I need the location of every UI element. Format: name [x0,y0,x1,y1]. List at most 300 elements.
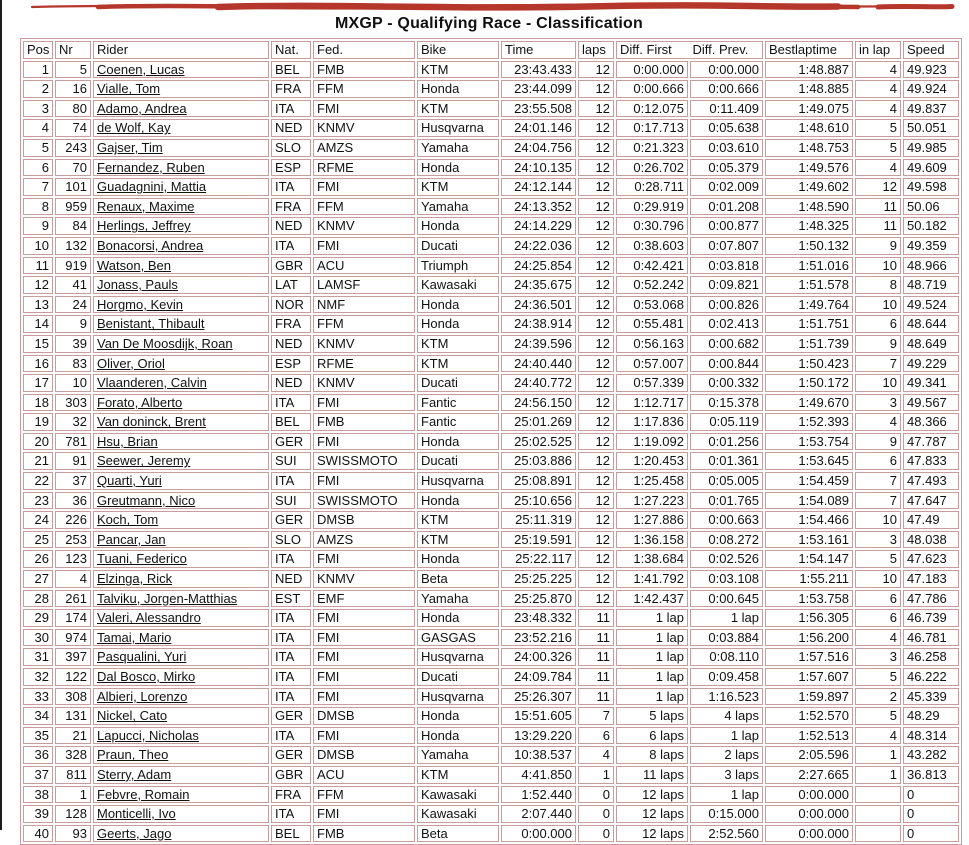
col-header-fed: Fed. [313,41,415,59]
cell-rider [93,315,269,333]
cell-nr: 781 [55,433,91,451]
cell-nr: 101 [55,178,91,196]
cell-nat: ITA [271,178,311,196]
cell-bestlaptime: 0:00.000 [765,786,853,804]
cell-bike: KTM [417,531,499,549]
cell-in-lap: 5 [855,707,901,725]
cell-laps: 12 [578,276,614,294]
rider-link[interactable]: Herlings, Jeffrey [97,218,191,234]
rider-link[interactable]: Watson, Ben [97,257,171,273]
cell-time: 23:44.099 [501,80,576,98]
rider-link[interactable]: Tamai, Mario [97,629,172,645]
cell-bestlaptime: 1:49.764 [765,296,853,314]
cell-speed: 47.623 [903,550,959,568]
cell-speed: 49.567 [903,394,959,412]
cell-laps: 12 [578,531,614,549]
cell-rider [93,335,269,353]
cell-time: 25:02.525 [501,433,576,451]
cell-time: 24:56.150 [501,394,576,412]
cell-fed: KNMV [313,374,415,392]
rider-link[interactable]: Seewer, Jeremy [97,453,191,469]
cell-pos: 23 [23,492,53,510]
rider-link[interactable]: Gajser, Tim [97,139,163,155]
cell-pos: 8 [23,198,53,216]
cell-bike: Yamaha [417,590,499,608]
cell-diff-prev: 0:01.208 [690,198,763,216]
cell-fed: FMI [313,609,415,627]
cell-bike: Ducati [417,237,499,255]
cell-nr: 308 [55,688,91,706]
cell-diff-prev: 3 laps [690,766,763,784]
cell-fed: DMSB [313,707,415,725]
cell-nr: 122 [55,668,91,686]
cell-bestlaptime: 1:56.200 [765,629,853,647]
table-row [23,609,959,627]
cell-in-lap: 6 [855,315,901,333]
cell-in-lap: 7 [855,472,901,490]
cell-diff-first: 1:25.458 [616,472,688,490]
cell-speed: 46.222 [903,668,959,686]
cell-laps: 12 [578,80,614,98]
table-row [23,237,959,255]
rider-link[interactable]: Jonass, Pauls [97,277,178,293]
cell-time: 25:19.591 [501,531,576,549]
cell-diff-prev: 2 laps [690,746,763,764]
cell-in-lap: 3 [855,531,901,549]
cell-nr: 253 [55,531,91,549]
cell-nr: 243 [55,139,91,157]
cell-time: 23:55.508 [501,100,576,118]
cell-nr: 41 [55,276,91,294]
cell-in-lap: 6 [855,609,901,627]
rider-link[interactable]: Greutmann, Nico [97,492,196,508]
rider-link[interactable]: Quarti, Yuri [97,473,162,489]
cell-pos: 10 [23,237,53,255]
cell-in-lap: 5 [855,139,901,157]
table-row [23,570,959,588]
cell-bike: GASGAS [417,629,499,647]
rider-link[interactable]: Monticelli, Ivo [97,806,176,822]
cell-fed: RFME [313,355,415,373]
cell-pos: 22 [23,472,53,490]
rider-link[interactable]: Tuani, Federico [97,551,187,567]
cell-diff-prev: 0:00.826 [690,296,763,314]
cell-nr: 226 [55,511,91,529]
cell-bike: KTM [417,100,499,118]
cell-nr: 974 [55,629,91,647]
cell-diff-prev: 0:15.378 [690,394,763,412]
cell-laps: 12 [578,492,614,510]
cell-fed: FMI [313,100,415,118]
cell-speed: 47.183 [903,570,959,588]
cell-laps: 12 [578,433,614,451]
cell-bestlaptime: 1:48.590 [765,198,853,216]
cell-bike: Honda [417,315,499,333]
cell-laps: 12 [578,511,614,529]
cell-time: 24:39.596 [501,335,576,353]
cell-diff-first: 1:19.092 [616,433,688,451]
rider-link[interactable]: Lapucci, Nicholas [97,727,199,743]
cell-time: 24:13.352 [501,198,576,216]
cell-nr: 10 [55,374,91,392]
cell-pos: 6 [23,159,53,177]
rider-link[interactable]: Fernandez, Ruben [97,159,205,175]
cell-time: 24:40.772 [501,374,576,392]
cell-speed: 49.341 [903,374,959,392]
rider-link[interactable]: Vialle, Tom [97,81,161,97]
cell-bestlaptime: 1:51.739 [765,335,853,353]
cell-rider [93,570,269,588]
cell-rider [93,609,269,627]
cell-bestlaptime: 0:00.000 [765,825,853,843]
cell-bike: Ducati [417,668,499,686]
table-row [23,139,959,157]
cell-pos: 7 [23,178,53,196]
cell-nat: ITA [271,472,311,490]
cell-in-lap: 4 [855,629,901,647]
table-row [23,746,959,764]
rider-link[interactable]: Valeri, Alessandro [97,610,201,626]
cell-bestlaptime: 1:54.147 [765,550,853,568]
cell-pos: 27 [23,570,53,588]
cell-bike: KTM [417,511,499,529]
rider-link[interactable]: Bonacorsi, Andrea [97,237,204,253]
cell-pos: 13 [23,296,53,314]
cell-bike: Honda [417,609,499,627]
rider-link[interactable]: Geerts, Jago [97,825,172,841]
cell-laps: 0 [578,786,614,804]
cell-speed: 49.609 [903,159,959,177]
rider-link[interactable]: Sterry, Adam [97,766,172,782]
cell-bestlaptime: 1:48.887 [765,61,853,79]
cell-diff-prev: 0:08.110 [690,648,763,666]
cell-nr: 93 [55,825,91,843]
table-row [23,217,959,235]
cell-pos: 40 [23,825,53,843]
cell-diff-prev: 1 lap [690,727,763,745]
cell-fed: ACU [313,766,415,784]
cell-speed: 47.787 [903,433,959,451]
cell-in-lap: 4 [855,727,901,745]
cell-rider [93,511,269,529]
cell-bestlaptime: 1:52.570 [765,707,853,725]
cell-time: 23:43.433 [501,61,576,79]
cell-rider [93,119,269,137]
cell-pos: 39 [23,805,53,823]
cell-rider [93,237,269,255]
cell-pos: 37 [23,766,53,784]
cell-fed: FMB [313,413,415,431]
cell-time: 25:22.117 [501,550,576,568]
col-header-diff-first: Diff. First [620,42,672,57]
rider-link[interactable]: Dal Bosco, Mirko [97,669,196,684]
cell-pos: 28 [23,590,53,608]
cell-laps: 4 [578,746,614,764]
cell-nr: 83 [55,355,91,373]
table-row [23,648,959,666]
cell-pos: 32 [23,668,53,686]
cell-fed: FMI [313,727,415,745]
cell-bestlaptime: 1:48.885 [765,80,853,98]
rider-link[interactable]: Oliver, Oriol [97,355,165,371]
cell-time: 25:25.225 [501,570,576,588]
rider-link[interactable]: Nickel, Cato [97,708,168,724]
cell-fed: FMI [313,668,415,686]
cell-bestlaptime: 2:27.665 [765,766,853,784]
rider-link[interactable]: Renaux, Maxime [97,198,195,214]
cell-nr: 74 [55,119,91,137]
cell-in-lap: 7 [855,492,901,510]
red-marker-stroke-svg [28,0,956,13]
cell-in-lap: 10 [855,257,901,275]
cell-fed: NMF [313,296,415,314]
cell-fed: KNMV [313,119,415,137]
table-row [23,119,959,137]
table-row [23,531,959,549]
cell-nat: GBR [271,766,311,784]
cell-time: 24:25.854 [501,257,576,275]
cell-time: 25:03.886 [501,452,576,470]
cell-bike: Beta [417,570,499,588]
cell-fed: EMF [313,590,415,608]
rider-link[interactable]: Vlaanderen, Calvin [97,375,207,391]
cell-diff-first: 8 laps [616,746,688,764]
cell-nr: 328 [55,746,91,764]
cell-fed: FFM [313,80,415,98]
cell-fed: FMI [313,394,415,412]
cell-time: 24:38.914 [501,315,576,333]
cell-time: 0:00.000 [501,825,576,843]
cell-fed: KNMV [313,570,415,588]
cell-diff-first: 12 laps [616,786,688,804]
cell-speed: 48.649 [903,335,959,353]
red-marker-stroke [28,0,958,13]
cell-nr: 21 [55,727,91,745]
col-header-time: Time [501,41,576,59]
cell-bestlaptime: 1:51.578 [765,276,853,294]
cell-speed: 0 [903,786,959,804]
cell-nat: ITA [271,648,311,666]
cell-diff-prev: 0:00.682 [690,335,763,353]
cell-speed: 47.647 [903,492,959,510]
cell-fed: DMSB [313,746,415,764]
cell-diff-first: 0:42.421 [616,257,688,275]
cell-bike: Yamaha [417,139,499,157]
rider-link[interactable]: de Wolf, Kay [97,120,171,136]
cell-bike: Kawasaki [417,786,499,804]
cell-bike: KTM [417,335,499,353]
cell-pos: 21 [23,452,53,470]
cell-in-lap: 10 [855,511,901,529]
cell-diff-first: 0:55.481 [616,315,688,333]
rider-link[interactable]: Hsu, Brian [97,433,158,449]
cell-fed: FMI [313,550,415,568]
cell-rider [93,688,269,706]
cell-pos: 18 [23,394,53,412]
cell-bike: KTM [417,178,499,196]
cell-diff-first: 0:00.666 [616,80,688,98]
rider-link[interactable]: Febvre, Romain [97,786,190,802]
cell-pos: 31 [23,648,53,666]
cell-bike: Honda [417,492,499,510]
cell-nat: BEL [271,413,311,431]
cell-nat: GER [271,511,311,529]
cell-nat: NOR [271,296,311,314]
rider-link[interactable]: Adamo, Andrea [97,100,187,116]
rider-link[interactable]: Benistant, Thibault [97,316,205,332]
cell-bestlaptime: 1:48.753 [765,139,853,157]
cell-speed: 47.493 [903,472,959,490]
table-row [23,492,959,510]
cell-diff-first: 1:27.223 [616,492,688,510]
cell-bike: Husqvarna [417,472,499,490]
cell-pos: 15 [23,335,53,353]
cell-diff-first: 0:38.603 [616,237,688,255]
rider-link[interactable]: Praun, Theo [97,747,169,763]
cell-nat: SUI [271,492,311,510]
rider-link[interactable]: Koch, Tom [97,512,159,528]
table-row [23,550,959,568]
cell-in-lap [855,786,901,804]
cell-bike: Husqvarna [417,648,499,666]
rider-link[interactable]: Forato, Alberto [97,394,183,410]
rider-link[interactable]: Elzinga, Rick [97,571,173,587]
cell-speed: 49.923 [903,61,959,79]
cell-nat: BEL [271,61,311,79]
cell-nat: NED [271,374,311,392]
cell-nat: GER [271,707,311,725]
cell-laps: 12 [578,119,614,137]
rider-link[interactable]: Pasqualini, Yuri [97,649,187,665]
cell-time: 25:10.656 [501,492,576,510]
cell-laps: 0 [578,805,614,823]
cell-diff-first: 0:12.075 [616,100,688,118]
table-row [23,374,959,392]
cell-in-lap: 7 [855,355,901,373]
table-row [23,257,959,275]
rider-link[interactable]: Van De Moosdijk, Roan [97,335,233,351]
cell-fed: AMZS [313,139,415,157]
cell-laps: 12 [578,237,614,255]
cell-time: 23:48.332 [501,609,576,627]
rider-link[interactable]: Albieri, Lorenzo [97,688,188,704]
cell-diff-prev: 0:01.256 [690,433,763,451]
cell-fed: KNMV [313,335,415,353]
cell-pos: 3 [23,100,53,118]
rider-link[interactable]: Van doninck, Brent [97,414,206,430]
col-header-diff-prev: Diff. Prev. [692,42,749,57]
cell-diff-first: 0:00.000 [616,61,688,79]
table-row [23,433,959,451]
rider-link[interactable]: Horgmo, Kevin [97,296,183,312]
col-header-nr: Nr [55,41,91,59]
cell-nr: 70 [55,159,91,177]
cell-diff-first: 1:38.684 [616,550,688,568]
cell-bestlaptime: 1:48.610 [765,119,853,137]
cell-time: 25:26.307 [501,688,576,706]
cell-rider [93,139,269,157]
cell-bike: Honda [417,433,499,451]
cell-bike: Yamaha [417,746,499,764]
cell-diff-first: 1:12.717 [616,394,688,412]
cell-in-lap: 6 [855,452,901,470]
cell-diff-first: 1:41.792 [616,570,688,588]
cell-nat: ITA [271,668,311,686]
col-header-speed: Speed [903,41,959,59]
cell-in-lap: 5 [855,119,901,137]
cell-nat: ITA [271,100,311,118]
cell-bike: Yamaha [417,198,499,216]
table-row [23,688,959,706]
cell-nr: 80 [55,100,91,118]
cell-time: 24:12.144 [501,178,576,196]
cell-laps: 12 [578,550,614,568]
cell-fed: FMI [313,648,415,666]
cell-bestlaptime: 1:54.459 [765,472,853,490]
cell-diff-first: 0:17.713 [616,119,688,137]
rider-link[interactable]: Talviku, Jorgen-Matthias [97,590,238,606]
cell-rider [93,531,269,549]
cell-fed: FMI [313,805,415,823]
cell-in-lap: 10 [855,374,901,392]
cell-bike: KTM [417,61,499,79]
cell-laps: 12 [578,61,614,79]
cell-rider [93,296,269,314]
cell-pos: 38 [23,786,53,804]
cell-rider [93,374,269,392]
cell-bestlaptime: 1:54.089 [765,492,853,510]
rider-link[interactable]: Guadagnini, Mattia [97,179,207,195]
cell-laps: 12 [578,100,614,118]
cell-diff-prev: 1 lap [690,786,763,804]
cell-diff-prev: 0:01.361 [690,452,763,470]
cell-diff-prev: 1 lap [690,609,763,627]
cell-in-lap: 4 [855,100,901,118]
cell-fed: FMB [313,825,415,843]
cell-rider [93,805,269,823]
table-row [23,727,959,745]
cell-bestlaptime: 1:49.670 [765,394,853,412]
cell-fed: FFM [313,198,415,216]
cell-diff-prev: 0:03.108 [690,570,763,588]
cell-nat: BEL [271,825,311,843]
cell-fed: ACU [313,257,415,275]
cell-pos: 9 [23,217,53,235]
cell-diff-prev: 0:01.765 [690,492,763,510]
cell-fed: FFM [313,786,415,804]
cell-pos: 35 [23,727,53,745]
cell-rider [93,413,269,431]
cell-pos: 12 [23,276,53,294]
cell-bestlaptime: 1:51.016 [765,257,853,275]
cell-laps: 12 [578,296,614,314]
col-header-nat: Nat. [271,41,311,59]
cell-diff-first: 0:52.242 [616,276,688,294]
cell-nr: 39 [55,335,91,353]
cell-rider [93,590,269,608]
page-title: MXGP - Qualifying Race - Classification [334,15,644,32]
rider-link[interactable]: Pancar, Jan [97,531,166,547]
cell-diff-prev: 0:00.666 [690,80,763,98]
cell-time: 24:40.440 [501,355,576,373]
cell-speed: 46.781 [903,629,959,647]
cell-bestlaptime: 1:49.075 [765,100,853,118]
rider-link[interactable]: Coenen, Lucas [97,61,185,77]
cell-laps: 12 [578,315,614,333]
cell-nat: NED [271,119,311,137]
cell-fed: AMZS [313,531,415,549]
cell-fed: FMI [313,433,415,451]
